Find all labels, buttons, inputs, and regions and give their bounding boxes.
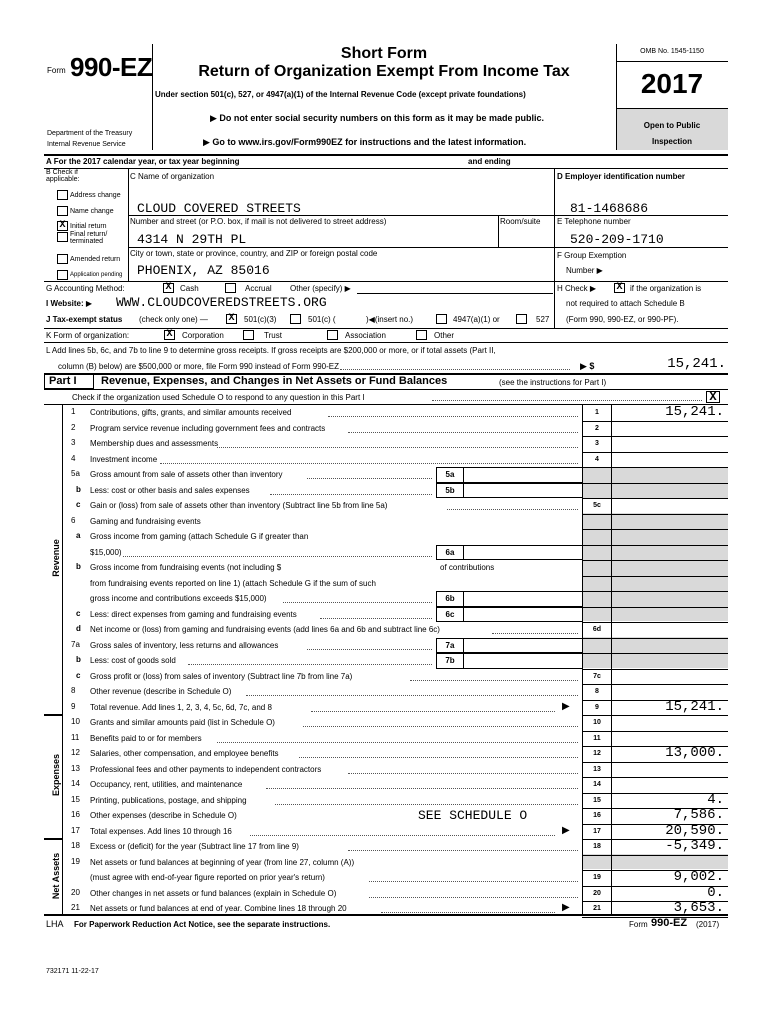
row-separator xyxy=(582,436,728,437)
tax-exempt-status-sub: (check only one) — xyxy=(139,315,208,324)
row-separator xyxy=(582,529,728,530)
row-separator xyxy=(582,452,728,453)
h-check-label: H Check ▶ xyxy=(557,284,597,293)
line-amount[interactable]: 15,241. xyxy=(665,404,724,420)
street-label: Number and street (or P.O. box, if mail is not delivered to street address) xyxy=(130,217,387,226)
line-text: Program service revenue including government fees and contracts xyxy=(90,423,326,433)
row-separator xyxy=(582,684,728,685)
line-number: a xyxy=(76,531,81,540)
column-line-label: 20 xyxy=(593,889,601,897)
accounting-method-label: G Accounting Method: xyxy=(46,284,125,293)
row-separator xyxy=(582,777,728,778)
other-method-label: Other (specify) ▶ xyxy=(290,284,351,293)
column-line-label: 7c xyxy=(593,672,601,680)
column-line-label: 13 xyxy=(593,765,601,773)
row-separator xyxy=(582,762,728,763)
line-number: d xyxy=(76,624,81,633)
expenses-side-label: Expenses xyxy=(51,753,61,797)
line-arrow: ▶ xyxy=(562,902,570,913)
line-number: b xyxy=(76,655,81,664)
dotted-leader xyxy=(328,416,578,417)
line-number: 14 xyxy=(71,779,80,788)
omb-number: OMB No. 1545-1150 xyxy=(640,48,704,55)
line-text: Other changes in net assets or fund balances (explain in Schedule O) xyxy=(90,888,337,898)
line-text: Gross profit or (loss) from sales of inventory (Subtract line 7b from line 7a) xyxy=(90,671,353,681)
column-line-label: 11 xyxy=(593,734,601,742)
dotted-leader xyxy=(447,509,578,510)
h-text-3: not required to attach Schedule B xyxy=(566,299,685,308)
dotted-leader xyxy=(217,447,578,448)
other-org-label: Other xyxy=(434,331,455,340)
line-number: 1 xyxy=(71,407,76,416)
check-if-applicable-label: B Check if applicable: xyxy=(46,169,80,183)
501c3-label: 501(c)(3) xyxy=(244,315,277,324)
row-separator xyxy=(582,731,728,732)
dotted-leader xyxy=(123,556,432,557)
inner-line-label: 6c xyxy=(445,609,455,619)
line-text: Total revenue. Add lines 1, 2, 3, 4, 5c, 6d, 7c, and 8 xyxy=(90,702,272,712)
line-text: Salaries, other compensation, and employee benefits xyxy=(90,749,279,758)
line-number: 20 xyxy=(71,887,80,897)
row-separator xyxy=(582,498,728,499)
column-line-label: 6d xyxy=(592,626,602,633)
dotted-leader xyxy=(188,664,432,665)
association-label: Association xyxy=(345,331,386,340)
cash-label: Cash xyxy=(180,284,199,293)
line-amount[interactable]: 13,000. xyxy=(665,745,724,761)
revenue-side-label: Revenue xyxy=(51,539,61,577)
association-checkbox[interactable] xyxy=(327,330,338,340)
line-a-and-ending: and ending xyxy=(468,157,511,166)
inner-amount-field[interactable] xyxy=(463,607,583,623)
inner-amount-field[interactable] xyxy=(463,545,583,561)
dotted-leader xyxy=(348,432,578,433)
column-line-label: 10 xyxy=(593,719,601,726)
line-text: Benefits paid to or for members xyxy=(90,733,202,743)
line-text: Total expenses. Add lines 10 through 16 xyxy=(90,826,232,836)
final-return-label: Final return/ terminated xyxy=(70,231,108,245)
initial-return-label: Initial return xyxy=(70,223,107,230)
inner-line-label: 7a xyxy=(445,640,455,650)
tax-exempt-status-label: J Tax-exempt status xyxy=(46,315,123,324)
h-text-4: (Form 990, 990-EZ, or 990-PF). xyxy=(566,315,679,324)
row-separator xyxy=(582,638,728,639)
line-number: c xyxy=(76,608,81,618)
row-separator xyxy=(582,560,728,561)
line-text: (must agree with end-of-year figure reported on prior year's return) xyxy=(90,873,325,882)
column-line-label: 18 xyxy=(593,843,601,850)
527-checkbox[interactable] xyxy=(516,314,527,324)
dotted-leader xyxy=(369,897,578,898)
column-line-label: 1 xyxy=(595,409,599,416)
trust-checkbox[interactable] xyxy=(243,330,254,340)
501c3-checkbox[interactable]: X xyxy=(226,314,237,324)
amended-return-checkbox[interactable] xyxy=(57,254,68,264)
inner-line-label: 5b xyxy=(445,485,455,495)
row-separator xyxy=(582,715,728,716)
website-value[interactable]: WWW.CLOUDCOVEREDSTREETS.ORG xyxy=(116,295,327,310)
line-text: Less: direct expenses from gaming and fundraising events xyxy=(90,609,297,619)
column-line-label: 17 xyxy=(593,827,601,835)
dotted-leader xyxy=(307,649,432,650)
line-text: Occupancy, rent, utilities, and maintenance xyxy=(90,780,243,789)
inner-amount-field[interactable] xyxy=(463,591,583,607)
name-change-label: Name change xyxy=(70,208,114,215)
dotted-leader xyxy=(246,695,578,696)
dotted-leader xyxy=(307,478,432,479)
row-separator xyxy=(582,653,728,654)
phone-value[interactable]: 520-209-1710 xyxy=(570,232,664,247)
line-number: 8 xyxy=(71,686,76,695)
name-change-checkbox[interactable] xyxy=(57,206,68,216)
inner-line-label: 6a xyxy=(445,547,455,557)
insert-no-label: )◀(insert no.) xyxy=(366,315,414,324)
line-number: 4 xyxy=(71,453,76,463)
form-ref-prefix: Form xyxy=(629,920,648,929)
dotted-leader xyxy=(160,463,578,464)
schedule-o-check-text: Check if the organization used Schedule O to respond to any question in this Part I xyxy=(72,393,365,402)
application-pending-checkbox[interactable] xyxy=(57,270,68,280)
column-line-label: 4 xyxy=(595,455,599,463)
row-separator xyxy=(582,545,728,546)
line-text: Less: cost or other basis and sales expenses xyxy=(90,485,250,495)
dotted-leader xyxy=(270,494,432,495)
form-number: 990-EZ xyxy=(70,52,153,82)
column-line-label: 5c xyxy=(593,502,601,509)
line-number: 3 xyxy=(71,438,76,447)
open-to-public: Open to Public xyxy=(643,121,701,130)
501c-checkbox[interactable] xyxy=(290,314,301,324)
net-assets-side-label: Net Assets xyxy=(51,852,61,900)
initial-return-checkbox[interactable]: X xyxy=(57,221,68,231)
phone-label: E Telephone number xyxy=(557,217,631,226)
corporation-label: Corporation xyxy=(182,331,224,340)
column-line-label: 19 xyxy=(593,874,601,881)
row-separator xyxy=(582,607,728,608)
line-amount[interactable]: 7,586. xyxy=(673,807,724,823)
row-separator xyxy=(582,591,728,592)
line-text: Excess or (deficit) for the year (Subtract line 17 from line 9) xyxy=(90,842,299,851)
line-amount[interactable]: 15,241. xyxy=(665,698,724,715)
dotted-leader xyxy=(299,757,578,758)
line-number: b xyxy=(76,562,81,571)
line-number: 19 xyxy=(71,856,80,866)
inner-amount-field[interactable] xyxy=(463,483,583,499)
address-change-checkbox[interactable] xyxy=(57,190,68,200)
group-exemption-label: F Group Exemption xyxy=(557,251,627,260)
ein-value[interactable]: 81-1468686 xyxy=(570,201,649,216)
column-line-label: 14 xyxy=(593,781,601,788)
org-name-label: C Name of organization xyxy=(130,172,215,181)
line-text: $15,000) xyxy=(90,547,122,557)
row-separator xyxy=(582,514,728,515)
row-separator xyxy=(582,421,728,422)
h-text-2: if the organization is xyxy=(630,284,702,293)
inner-line-label: 6b xyxy=(445,594,455,603)
line-number: c xyxy=(76,500,81,509)
row-separator xyxy=(582,467,728,468)
dotted-leader xyxy=(320,618,432,619)
form-code: 732171 11-22-17 xyxy=(46,968,99,975)
line-number: 7a xyxy=(71,639,80,649)
line-text: Net assets or fund balances at end of year. Combine lines 18 through 20 xyxy=(90,904,347,913)
line-text: Membership dues and assessments xyxy=(90,439,219,448)
line-text: from fundraising events reported on line 1) (attach Schedule G if the sum of such xyxy=(90,578,376,588)
website-label: I Website: ▶ xyxy=(46,299,93,308)
org-name-value[interactable]: CLOUD COVERED STREETS xyxy=(137,201,301,216)
line-amount[interactable]: 9,002. xyxy=(673,869,724,885)
group-exemption-number-label: Number ▶ xyxy=(566,266,603,275)
cash-checkbox[interactable]: X xyxy=(163,283,174,293)
lha-label: LHA xyxy=(46,919,64,929)
part-i-title: Revenue, Expenses, and Changes in Net Assets or Fund Balances xyxy=(101,375,448,387)
line-text: Gross amount from sale of assets other than inventory xyxy=(90,470,283,479)
dotted-leader xyxy=(348,773,578,774)
corporation-checkbox[interactable]: X xyxy=(164,330,175,340)
column-line-label: 12 xyxy=(593,750,601,757)
dotted-leader xyxy=(266,788,578,789)
address-change-label: Address change xyxy=(70,192,121,199)
line-number: 9 xyxy=(71,701,76,711)
no-ssn-notice: ▶ Do not enter social security numbers on this form as it may be made public. xyxy=(210,113,544,123)
dotted-leader xyxy=(369,881,578,882)
inner-amount-field[interactable] xyxy=(463,467,583,483)
line-extra-text: of contributions xyxy=(440,563,495,572)
line-number: 15 xyxy=(71,794,80,804)
line-number: 6 xyxy=(71,515,76,525)
inspection: Inspection xyxy=(651,137,692,146)
line-text: Investment income xyxy=(90,454,158,464)
city-label: City or town, state or province, country, and ZIP or foreign postal code xyxy=(130,249,378,258)
dotted-leader xyxy=(275,804,579,805)
gross-receipts-amount[interactable]: 15,241. xyxy=(667,356,726,372)
line-text: Net assets or fund balances at beginning of year (from line 27, column (A)) xyxy=(90,857,355,867)
line-a-text: A For the 2017 calendar year, or tax year beginning xyxy=(46,157,240,166)
527-label: 527 xyxy=(536,315,550,324)
dotted-leader xyxy=(410,680,578,681)
dotted-leader xyxy=(283,602,432,603)
row-separator xyxy=(582,855,728,856)
form-of-org-label: K Form of organization: xyxy=(46,331,130,340)
paperwork-notice: For Paperwork Reduction Act Notice, see the separate instructions. xyxy=(74,920,331,929)
line-arrow: ▶ xyxy=(562,700,570,712)
line-number: b xyxy=(76,484,81,494)
dept-treasury: Department of the Treasury xyxy=(47,130,133,137)
line-text: Gaming and fundraising events xyxy=(90,516,201,526)
dotted-leader xyxy=(303,726,578,727)
goto-irs-notice: ▶ Go to www.irs.gov/Form990EZ for instructions and the latest information. xyxy=(203,137,527,147)
line-text: Contributions, gifts, grants, and similar amounts received xyxy=(90,408,292,417)
dotted-leader xyxy=(250,835,555,836)
column-line-label: 9 xyxy=(595,703,599,711)
line-text: Gain or (loss) from sale of assets other than inventory (Subtract line 5b from line 5a) xyxy=(90,501,388,510)
line-text: Less: cost of goods sold xyxy=(90,656,176,665)
inner-amount-field[interactable] xyxy=(463,638,583,654)
part-i-title-sub: (see the instructions for Part I) xyxy=(499,378,607,387)
dotted-leader xyxy=(217,742,578,743)
title-short-form: Short Form xyxy=(340,45,428,62)
line-arrow: ▶ xyxy=(562,824,570,836)
4947a1-label: 4947(a)(1) or xyxy=(453,315,500,324)
line-number: 12 xyxy=(71,748,80,757)
line-text: Net income or (loss) from gaming and fundraising events (add lines 6a and 6b and subtract line 6c) xyxy=(90,625,440,634)
other-org-checkbox[interactable] xyxy=(416,330,427,340)
schedule-o-checkbox[interactable]: X xyxy=(706,391,720,403)
line-l-text-2: column (B) below) are $500,000 or more, file Form 990 instead of Form 990-EZ xyxy=(58,362,340,371)
column-line-label: 16 xyxy=(593,812,601,819)
column-line-label: 15 xyxy=(593,796,601,804)
row-separator xyxy=(582,669,728,670)
line-text: Printing, publications, postage, and shipping xyxy=(90,795,247,805)
line-text: Gross income from gaming (attach Schedule G if greater than xyxy=(90,532,309,541)
tax-year: 2017 xyxy=(640,68,704,99)
dotted-leader xyxy=(311,711,555,712)
dotted-leader xyxy=(381,912,555,913)
line-text: Other revenue (describe in Schedule O) xyxy=(90,687,232,696)
amended-return-label: Amended return xyxy=(70,256,121,263)
row-separator xyxy=(582,622,728,623)
city-value[interactable]: PHOENIX, AZ 85016 xyxy=(137,263,270,278)
row-separator xyxy=(582,576,728,577)
irs-name: Internal Revenue Service xyxy=(47,141,126,148)
line-l-text-1: L Add lines 5b, 6c, and 7b to line 9 to determine gross receipts. If gross receipts are $200,000 or more, or if total assets (Part II, xyxy=(46,346,496,355)
application-pending-label: Application pending xyxy=(70,272,123,278)
inner-line-label: 5a xyxy=(445,470,455,479)
form-ref-number: 990-EZ xyxy=(651,917,688,929)
501c-label: 501(c) ( xyxy=(308,315,336,324)
column-line-label: 21 xyxy=(593,905,601,912)
line-number: 21 xyxy=(71,903,80,912)
column-line-label: 8 xyxy=(595,688,599,695)
line-number: 13 xyxy=(71,763,80,773)
line-text: Gross sales of inventory, less returns and allowances xyxy=(90,640,279,650)
line-number: c xyxy=(76,670,81,680)
line-text: Other expenses (describe in Schedule O) xyxy=(90,811,237,820)
final-return-checkbox[interactable] xyxy=(57,232,68,242)
schedule-b-checkbox[interactable]: X xyxy=(614,283,625,293)
see-schedule-o: SEE SCHEDULE O xyxy=(418,808,528,823)
line-amount[interactable]: -5,349. xyxy=(665,838,724,854)
column-line-label: 3 xyxy=(595,440,599,447)
line-amount[interactable]: 3,653. xyxy=(673,900,724,916)
line-text: gross income and contributions exceeds $15,000) xyxy=(90,594,267,603)
form-word: Form xyxy=(47,66,66,75)
inner-amount-field[interactable] xyxy=(463,653,583,669)
dotted-leader xyxy=(492,633,578,634)
line-text: Professional fees and other payments to independent contractors xyxy=(90,764,322,774)
street-value[interactable]: 4314 N 29TH PL xyxy=(137,232,247,247)
line-number: 5a xyxy=(71,469,80,478)
under-section-text: Under section 501(c), 527, or 4947(a)(1) of the Internal Revenue Code (except private foundations) xyxy=(155,90,526,99)
line-number: 16 xyxy=(71,810,80,819)
room-suite-label: Room/suite xyxy=(500,217,541,226)
line-number: 18 xyxy=(71,841,80,850)
row-separator xyxy=(582,483,728,484)
accrual-checkbox[interactable] xyxy=(225,283,236,293)
line-number: 2 xyxy=(71,422,76,432)
line-amount[interactable]: 20,590. xyxy=(665,822,724,839)
line-text: Gross income from fundraising events (not including $ xyxy=(90,563,282,572)
line-number: 17 xyxy=(71,825,80,835)
accrual-label: Accrual xyxy=(245,284,272,293)
inner-line-label: 7b xyxy=(445,656,455,665)
title-main: Return of Organization Exempt From Income Tax xyxy=(198,63,570,80)
ein-label: D Employer identification number xyxy=(557,172,686,181)
column-line-label: 2 xyxy=(595,424,599,432)
form-ref-year: (2017) xyxy=(696,920,720,929)
line-amount[interactable]: 4. xyxy=(707,791,724,808)
dotted-leader xyxy=(348,850,578,851)
line-text: Grants and similar amounts paid (list in Schedule O) xyxy=(90,718,275,727)
trust-label: Trust xyxy=(264,331,282,340)
line-number: 11 xyxy=(71,732,80,742)
line-amount[interactable]: 0. xyxy=(707,884,724,901)
line-l-arrow: ▶ $ xyxy=(580,361,595,371)
part-i-label: Part I xyxy=(49,375,77,387)
line-number: 10 xyxy=(71,717,80,726)
4947a1-checkbox[interactable] xyxy=(436,314,447,324)
